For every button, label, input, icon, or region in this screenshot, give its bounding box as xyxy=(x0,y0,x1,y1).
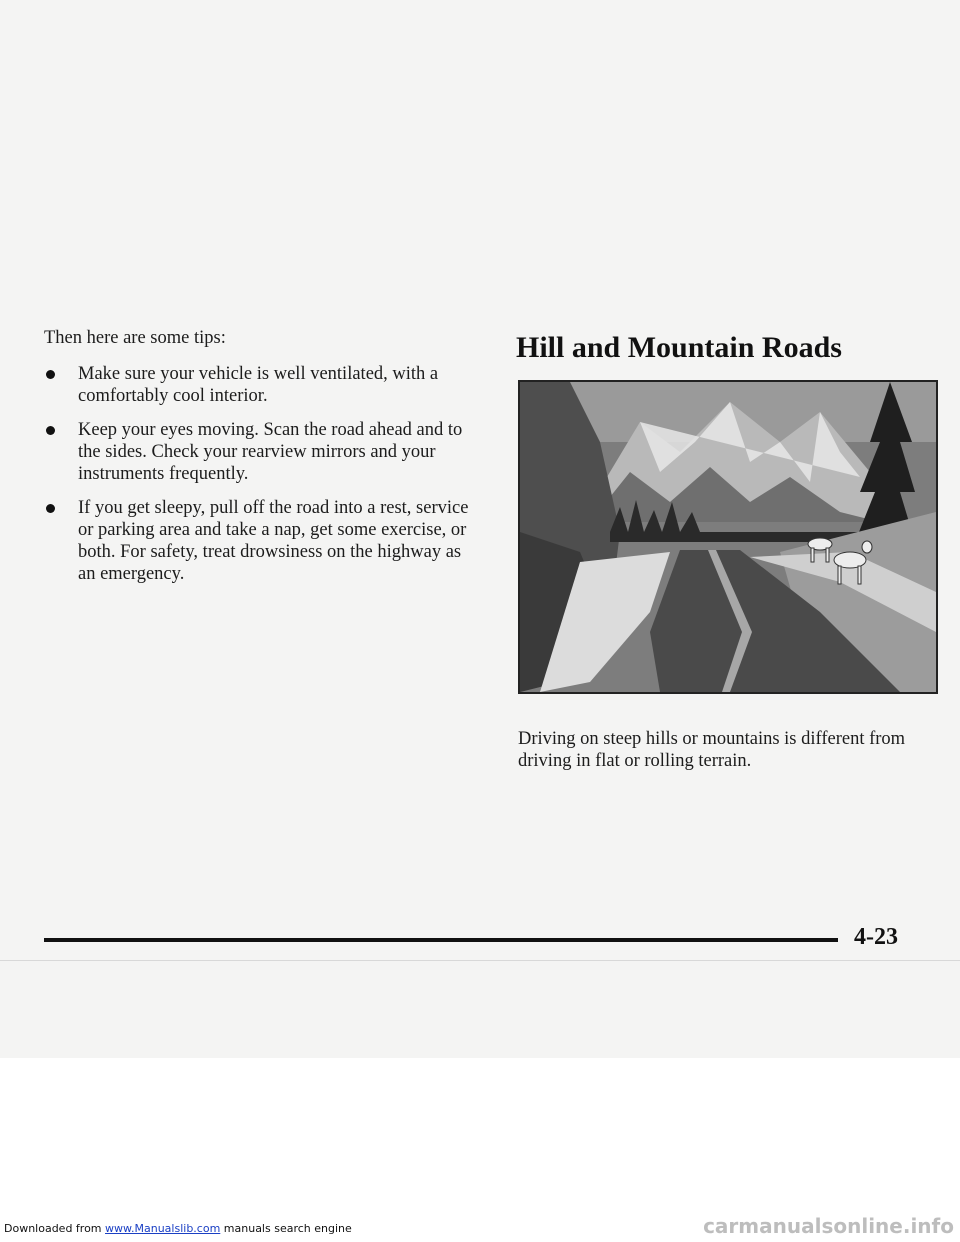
tip-text: If you get sleepy, pull off the road into a rest, service or parking area and take a nap, get some exercise, or both. For safety, treat drowsiness on the highway as an emergency. xyxy=(78,498,469,584)
tip-text: Make sure your vehicle is well ventilated, with a comfortably cool interior. xyxy=(78,364,439,406)
footer-prefix: Downloaded from xyxy=(4,1222,106,1235)
divider xyxy=(0,960,960,961)
tips-list xyxy=(44,363,474,585)
tip-item xyxy=(44,497,474,585)
right-column xyxy=(516,331,946,365)
bullet-icon xyxy=(46,504,55,513)
watermark: carmanualsonline.info xyxy=(703,1214,954,1238)
tip-text: Keep your eyes moving. Scan the road ahead and to the sides. Check your rearview mirrors and your instruments frequently. xyxy=(78,420,463,484)
tip-item xyxy=(44,419,474,485)
download-footer xyxy=(4,1222,352,1235)
bullet-icon xyxy=(46,426,55,435)
mountain-road-illustration xyxy=(518,380,938,694)
tip-item xyxy=(44,363,474,407)
footer-rule xyxy=(44,938,838,942)
footer-suffix: manuals search engine xyxy=(220,1222,352,1235)
left-column xyxy=(44,327,474,597)
section-caption: Driving on steep hills or mountains is different from driving in flat or rolling terrain. xyxy=(518,729,906,771)
section-heading: Hill and Mountain Roads xyxy=(516,331,842,364)
manualslib-link[interactable]: www.Manualslib.com xyxy=(105,1222,221,1235)
tips-intro: Then here are some tips: xyxy=(44,328,226,348)
bullet-icon xyxy=(46,370,55,379)
page-number: 4-23 xyxy=(854,924,898,950)
